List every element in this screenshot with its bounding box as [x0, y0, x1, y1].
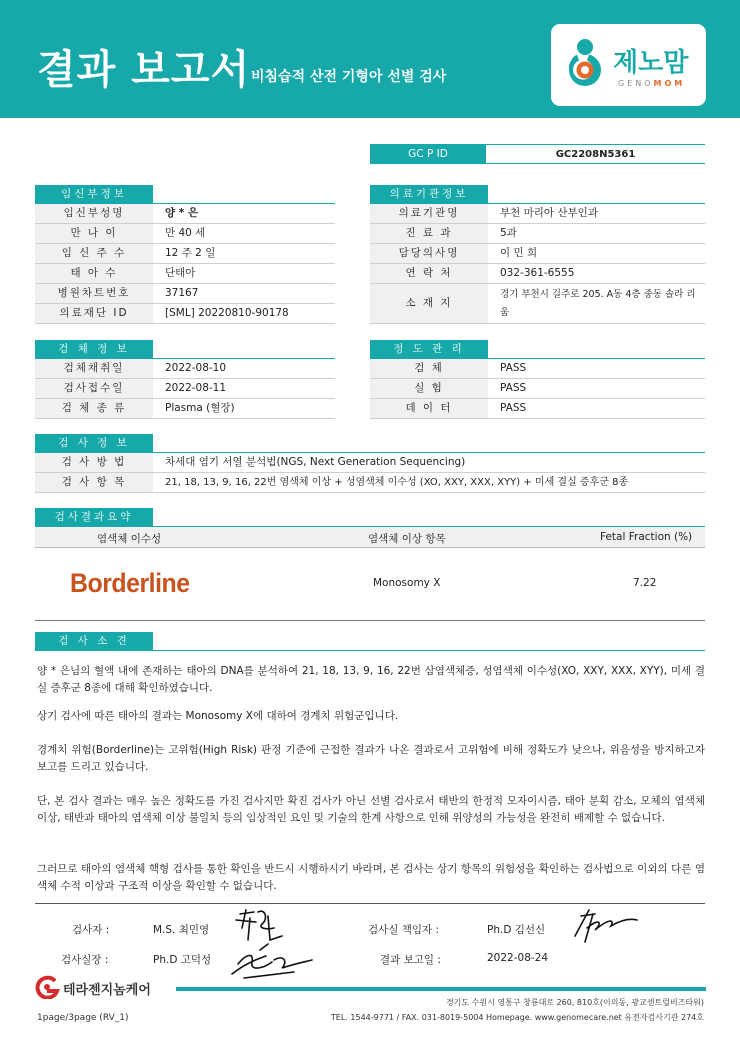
section-title: 검 체 정 보: [35, 340, 153, 359]
row-label: 임 신 주 수: [35, 244, 153, 263]
terragen-logo-name: 테라젠지놈케어: [63, 983, 151, 998]
row-label: 소 재 지: [370, 284, 488, 323]
footer-contact: TEL. 1544-9771 / FAX. 031-8019-5004 Homepage. www.genomecare.net 유전자검사기관 274호: [330, 1013, 704, 1022]
row-label: 검 사 항 목: [35, 473, 153, 492]
footer-address: 경기도 수원시 영통구 창룡대로 260, 810호(이의동, 광교센트럴비즈타워): [445, 998, 704, 1007]
footer-bar: [176, 987, 706, 991]
row-label: 검 체: [370, 359, 488, 378]
row-label: 검 체 종 류: [35, 399, 153, 418]
result-header: [35, 528, 705, 548]
row-label: 검체채취일: [35, 359, 153, 378]
row-value: PASS: [500, 362, 527, 374]
report-date-value: 2022-08-24: [487, 952, 549, 964]
finding-paragraph: 상기 검사에 따른 태아의 결과는 Monosomy X에 대하여 경계치 위험군입니다.: [37, 710, 399, 722]
report-date-label: 결과 보고일 :: [380, 954, 441, 966]
gcp-id-value: GC2208N5361: [486, 144, 705, 164]
row-value: 부천 마리아 산부인과: [500, 207, 598, 219]
report-header: [0, 0, 740, 118]
row-value: 2022-08-10: [165, 362, 227, 374]
row-label: 담당의사명: [370, 244, 488, 263]
section-title: 검 사 정 보: [35, 434, 153, 453]
director-signature: [224, 940, 316, 984]
logo-name: 제노맘: [613, 48, 689, 78]
director-name: Ph.D 고덕성: [153, 954, 212, 966]
table-row: [35, 264, 335, 284]
col-fetal-fraction: Fetal Fraction (%): [600, 531, 693, 543]
table-row: [370, 284, 705, 324]
row-value: 만 40 세: [165, 227, 206, 239]
table-row: [370, 244, 705, 264]
row-label: 병원차트번호: [35, 284, 153, 303]
table-row: [370, 359, 705, 379]
finding-paragraph: 경계치 위험(Borderline)는 고위험(High Risk) 판정 기준에 근접한 결과가 나온 결과로서 고위험에 비해 정확도가 낮으나, 위음성을 방지하고자 보고를 드리고 있습니다.: [37, 744, 705, 773]
section-title: 임신부정보: [35, 185, 153, 204]
row-value: [SML] 20220810-90178: [165, 307, 289, 319]
result-body: [35, 548, 705, 621]
section-pregnant-info: [35, 185, 335, 204]
table-row: [370, 379, 705, 399]
finding-paragraph: 단, 본 검사 결과는 매우 높은 정확도를 가진 검사지만 확진 검사가 아닌 선별 검사로서 태반의 한정적 모자이시즘, 태아 분획 감소, 모체의 염색체 이상, 태반과 태아의 염색체 이상 불일치 등의 임상적인 요인 및 기술의 한계 사항으로 인해 위양성의 가능성을 완전히 배제할 수 없습니다.: [37, 795, 705, 824]
row-value: 이 민 희: [500, 247, 538, 259]
row-value: 37167: [165, 287, 199, 299]
row-label: 실 험: [370, 379, 488, 398]
row-label: 연 락 처: [370, 264, 488, 283]
table-row: [35, 304, 335, 324]
manager-label: 검사실 책임자 :: [368, 924, 440, 936]
director-label: 검사실장 :: [61, 954, 109, 966]
genomom-logo: [551, 24, 706, 106]
table-row: [35, 473, 705, 493]
tester-label: 검사자 :: [72, 924, 110, 936]
section-title: 검사결과요약: [35, 508, 153, 527]
row-label: 의료재단 ID: [35, 304, 153, 323]
row-label: 태 아 수: [35, 264, 153, 283]
row-label: 진 료 과: [370, 224, 488, 243]
signature-divider: [35, 903, 705, 904]
row-label: 검사접수일: [35, 379, 153, 398]
table-row: [370, 224, 705, 244]
manager-name: Ph.D 김선신: [487, 924, 546, 936]
section-findings: [35, 632, 705, 651]
table-row: [370, 399, 705, 419]
section-hospital-info: [370, 185, 705, 204]
row-value: 5과: [500, 227, 517, 239]
row-value: 차세대 염기 서열 분석법(NGS, Next Generation Sequencing): [165, 456, 466, 468]
row-label: 데 이 터: [370, 399, 488, 418]
terragen-logo-icon: [33, 975, 61, 999]
row-value: PASS: [500, 382, 527, 394]
section-test-info: [35, 434, 705, 453]
table-row: [35, 399, 335, 419]
table-row: [35, 453, 705, 473]
row-value: 경기 부천시 길주로 205. A동 4층 중동 솔라 리움: [500, 289, 696, 318]
gcp-id-label: GC P ID: [370, 144, 486, 164]
finding-paragraph: 양 * 은님의 혈액 내에 존재하는 태아의 DNA를 분석하여 21, 18, 13, 9, 16, 22번 삼염색체증, 성염색체 이수성(XO, XXY, XXX, XYY), 미세 결실 증후군 8종에 대해 확인하였습니다.: [37, 665, 706, 694]
genomom-logo-icon: [563, 36, 607, 94]
table-row: [35, 359, 335, 379]
table-row: [370, 204, 705, 224]
row-value: 단태아: [165, 267, 196, 279]
result-fetal-fraction: 7.22: [633, 577, 657, 589]
row-value: 21, 18, 13, 9, 16, 22번 염색체 이상 + 성염색체 이수성 (XO, XXY, XXX, XYY) + 미세 결실 증후군 8종: [165, 477, 629, 488]
table-row: [35, 224, 335, 244]
table-row: [370, 264, 705, 284]
col-abnormal-item: 염색체 이상 항목: [368, 533, 446, 545]
table-row: [35, 204, 335, 224]
section-result-summary: [35, 508, 705, 527]
section-quality-control: [370, 340, 705, 359]
section-title: 정 도 관 리: [370, 340, 488, 359]
row-label: 의료기관명: [370, 204, 488, 223]
section-title: 의료기관정보: [370, 185, 488, 204]
table-row: [35, 379, 335, 399]
row-label: 검 사 방 법: [35, 453, 153, 472]
report-subtitle: 비침습적 산전 기형아 선별 검사: [251, 69, 447, 85]
row-value: 12 주 2 일: [165, 247, 216, 259]
col-aneuploidy: 염색체 이수성: [97, 533, 162, 545]
page-number: 1page/3page (RV_1): [37, 1013, 129, 1023]
row-value: 2022-08-11: [165, 382, 227, 394]
logo-sub: GENOMOM: [618, 79, 686, 88]
row-label: 만 나 이: [35, 224, 153, 243]
finding-paragraph: 그러므로 태아의 염색체 핵형 검사를 통한 확인을 반드시 시행하시기 바라며, 본 검사는 상기 항목의 위험성을 확인하는 검사법으로 이외의 다른 염색체 수적 이상과 구조적 이상을 확인할 수 없습니다.: [37, 863, 705, 892]
table-row: [35, 284, 335, 304]
patient-name: 양 * 은: [165, 207, 199, 219]
section-title: 검 사 소 견: [35, 632, 153, 651]
row-value: Plasma (혈장): [165, 402, 235, 414]
section-sample-info: [35, 340, 335, 359]
manager-signature: [565, 906, 641, 946]
row-value: PASS: [500, 402, 527, 414]
row-label: 임신부성명: [35, 204, 153, 223]
table-row: [35, 244, 335, 264]
report-title: 결과 보고서: [37, 47, 251, 93]
row-value: 032-361-6555: [500, 267, 575, 279]
result-aneuploidy: Borderline: [70, 568, 190, 598]
tester-name: M.S. 최민영: [153, 924, 210, 936]
gcp-id: [370, 144, 705, 164]
result-item: Monosomy X: [373, 577, 441, 589]
